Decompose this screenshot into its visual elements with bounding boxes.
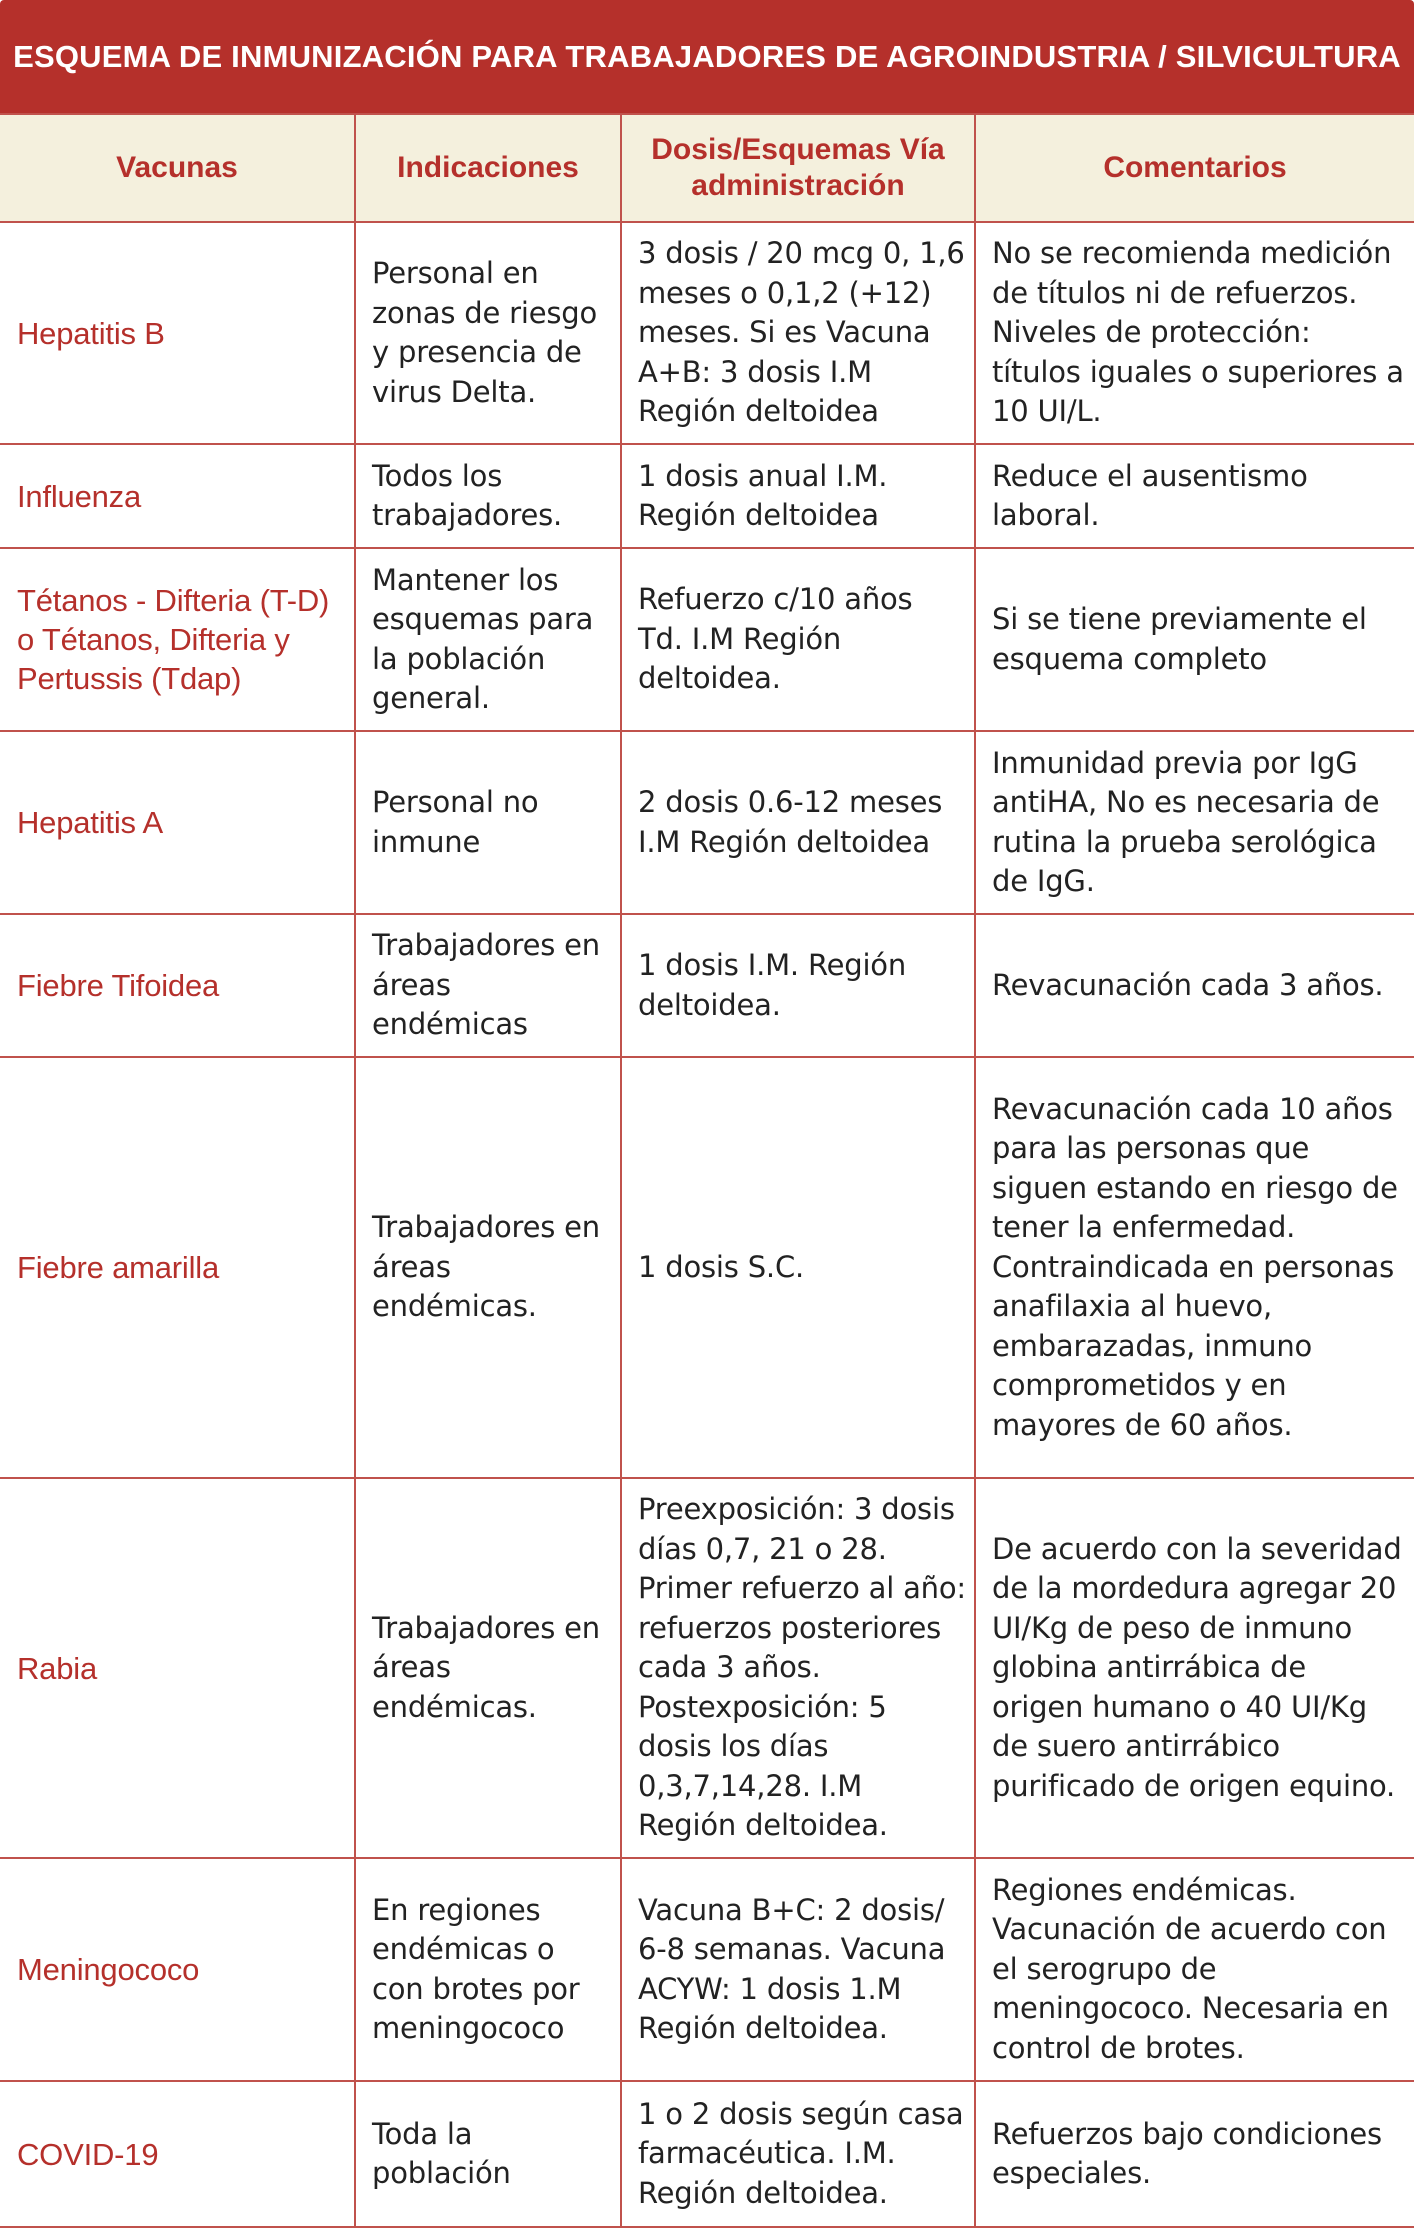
comments-cell: Reduce el ausentismo laboral. bbox=[975, 444, 1414, 548]
indications-cell: Todos los trabajadores. bbox=[355, 444, 621, 548]
dose-cell: 1 o 2 dosis según casa farmacéutica. I.M. Región deltoidea. bbox=[621, 2081, 975, 2227]
comments-cell: Revacunación cada 10 años para las personas que siguen estando en riesgo de tener la enfermedad. Contraindicada en personas anafilaxia al huevo, embarazadas, inmuno comprometidos y en mayores de 60 años. bbox=[975, 1057, 1414, 1478]
table-row bbox=[0, 1858, 1414, 2081]
indications-cell: Trabajadores en áreas endémicas. bbox=[355, 1057, 621, 1478]
comments-cell: Inmunidad previa por IgG antiHA, No es necesaria de rutina la prueba serológica de IgG. bbox=[975, 731, 1414, 914]
table-row bbox=[0, 1057, 1414, 1478]
indications-cell: Personal en zonas de riesgo y presencia de virus Delta. bbox=[355, 222, 621, 444]
table-row bbox=[0, 914, 1414, 1057]
indications-cell: Trabajadores en áreas endémicas bbox=[355, 914, 621, 1057]
indications-cell: Trabajadores en áreas endémicas. bbox=[355, 1478, 621, 1858]
table-row bbox=[0, 548, 1414, 731]
dose-cell: Vacuna B+C: 2 dosis/ 6-8 semanas. Vacuna ACYW: 1 dosis 1.M Región deltoidea. bbox=[621, 1858, 975, 2081]
indications-cell: Personal no inmune bbox=[355, 731, 621, 914]
indications-cell: Mantener los esquemas para la población general. bbox=[355, 548, 621, 731]
dose-cell: 2 dosis 0.6-12 meses I.M Región deltoidea bbox=[621, 731, 975, 914]
header-vacunas: Vacunas bbox=[0, 114, 355, 222]
table-title: ESQUEMA DE INMUNIZACIÓN PARA TRABAJADORES DE AGROINDUSTRIA / SILVICULTURA bbox=[0, 0, 1414, 113]
header-comentarios: Comentarios bbox=[975, 114, 1414, 222]
vaccine-name: COVID-19 bbox=[0, 2081, 355, 2227]
indications-cell: Toda la población bbox=[355, 2081, 621, 2227]
dose-cell: 3 dosis / 20 mcg 0, 1,6 meses o 0,1,2 (+12) meses. Si es Vacuna A+B: 3 dosis I.M Región deltoidea bbox=[621, 222, 975, 444]
vaccine-name: Meningococo bbox=[0, 1858, 355, 2081]
comments-cell: Revacunación cada 3 años. bbox=[975, 914, 1414, 1057]
comments-cell: Si se tiene previamente el esquema completo bbox=[975, 548, 1414, 731]
vaccine-name: Hepatitis A bbox=[0, 731, 355, 914]
dose-cell: Preexposición: 3 dosis días 0,7, 21 o 28. Primer refuerzo al año: refuerzos posteriores cada 3 años. Postexposición: 5 dosis los días 0,3,7,14,28. I.M Región deltoidea. bbox=[621, 1478, 975, 1858]
vaccine-name: Hepatitis B bbox=[0, 222, 355, 444]
dose-cell: 1 dosis S.C. bbox=[621, 1057, 975, 1478]
dose-cell: Refuerzo c/10 años Td. I.M Región deltoidea. bbox=[621, 548, 975, 731]
table-row bbox=[0, 731, 1414, 914]
comments-cell: No se recomienda medición de títulos ni de refuerzos. Niveles de protección: títulos iguales o superiores a 10 UI/L. bbox=[975, 222, 1414, 444]
table-row bbox=[0, 2081, 1414, 2227]
header-dosis: Dosis/Esquemas Vía administración bbox=[621, 114, 975, 222]
vaccine-name: Fiebre Tifoidea bbox=[0, 914, 355, 1057]
indications-cell: En regiones endémicas o con brotes por meningococo bbox=[355, 1858, 621, 2081]
vaccine-name: Rabia bbox=[0, 1478, 355, 1858]
comments-cell: Regiones endémicas. Vacunación de acuerdo con el serogrupo de meningococo. Necesaria en control de brotes. bbox=[975, 1858, 1414, 2081]
dose-cell: 1 dosis anual I.M. Región deltoidea bbox=[621, 444, 975, 548]
comments-cell: De acuerdo con la severidad de la mordedura agregar 20 UI/Kg de peso de inmuno globina antirrábica de origen humano o 40 UI/Kg de suero antirrábico purificado de origen equino. bbox=[975, 1478, 1414, 1858]
comments-cell: Refuerzos bajo condiciones especiales. bbox=[975, 2081, 1414, 2227]
table-row bbox=[0, 1478, 1414, 1858]
vaccine-name: Tétanos - Difteria (T-D) o Tétanos, Difteria y Pertussis (Tdap) bbox=[0, 548, 355, 731]
table-row bbox=[0, 222, 1414, 444]
vaccine-name: Influenza bbox=[0, 444, 355, 548]
table-row bbox=[0, 444, 1414, 548]
dose-cell: 1 dosis I.M. Región deltoidea. bbox=[621, 914, 975, 1057]
header-indicaciones: Indicaciones bbox=[355, 114, 621, 222]
header-row bbox=[0, 114, 1414, 222]
vaccine-name: Fiebre amarilla bbox=[0, 1057, 355, 1478]
immunization-table bbox=[0, 113, 1414, 2228]
